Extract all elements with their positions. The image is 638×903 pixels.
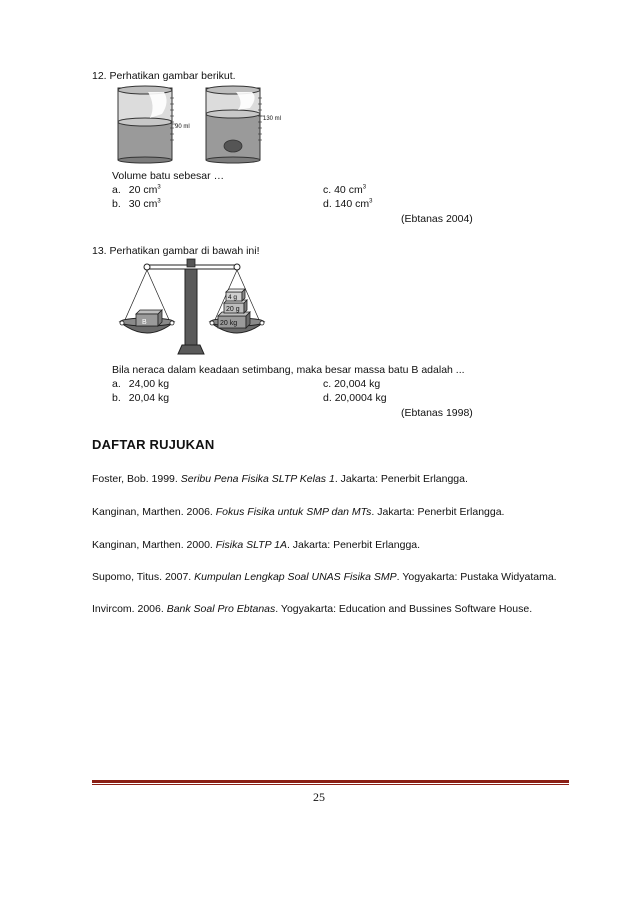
q13-option-a: a. 24,00 kg	[112, 378, 170, 390]
balance-scale	[120, 259, 264, 354]
q13-option-d: d. 20,0004 kg	[323, 392, 387, 404]
footer-rule-thin	[92, 784, 569, 785]
left-cylinder-label: 90 ml	[175, 124, 190, 130]
q12-option-c: c. 40 $cm^3$	[323, 184, 367, 196]
q13-figure-balance	[112, 256, 272, 360]
weight-20kg	[218, 312, 250, 328]
weight-20g	[224, 300, 247, 313]
q12-source: (Ebtanas 2004)	[401, 213, 473, 225]
weight-4g	[226, 289, 245, 301]
weight-20g-label: 20 g	[226, 306, 240, 313]
q12-figure-cylinders	[112, 84, 287, 164]
q12-option-a: a. 20 $cm^3$	[112, 184, 161, 196]
q13-source: (Ebtanas 1998)	[401, 407, 473, 419]
reference-item: Kanginan, Marthen. 2000. Fisika SLTP 1A. Jakarta: Penerbit Erlangga.	[92, 539, 421, 551]
q13-stem: 13. Perhatikan gambar di bawah ini!	[92, 245, 260, 257]
stone-b-block	[136, 310, 162, 326]
right-cylinder-label: 130 ml	[263, 116, 282, 122]
q12-option-d: d. 140 $cm^3$	[323, 198, 373, 210]
left-measuring-cylinder	[118, 86, 190, 163]
reference-item: Foster, Bob. 1999. Seribu Pena Fisika SLTP Kelas 1. Jakarta: Penerbit Erlangga.	[92, 473, 468, 485]
reference-item: Supomo, Titus. 2007. Kumpulan Lengkap Soal UNAS Fisika SMP. Yogyakarta: Pustaka Widyatama.	[92, 571, 557, 583]
q12-option-b: b. 30 $cm^3$	[112, 198, 161, 210]
weight-4g-label: 4 g	[228, 294, 238, 301]
references-heading: DAFTAR RUJUKAN	[92, 437, 215, 452]
q13-option-b: b. 20,04 kg	[112, 392, 170, 404]
q13-question: Bila neraca dalam keadaan setimbang, maka besar massa batu B adalah ...	[112, 364, 465, 376]
reference-item: Invircom. 2006. Bank Soal Pro Ebtanas. Yogyakarta: Education and Bussines Software House.	[92, 603, 533, 615]
q13-option-c: c. 20,004 kg	[323, 378, 381, 390]
q12-question: Volume batu sebesar …	[112, 170, 225, 182]
page-number: 25	[313, 790, 325, 804]
stone-icon	[224, 140, 242, 152]
reference-item: Kanginan, Marthen. 2006. Fokus Fisika untuk SMP dan MTs. Jakarta: Penerbit Erlangga.	[92, 506, 505, 518]
stone-b-label: B	[142, 319, 147, 326]
q12-stem: 12. Perhatikan gambar berikut.	[92, 70, 236, 82]
weight-20kg-label: 20 kg	[220, 320, 238, 327]
footer-rule-thick	[92, 780, 569, 783]
right-measuring-cylinder	[206, 86, 281, 163]
